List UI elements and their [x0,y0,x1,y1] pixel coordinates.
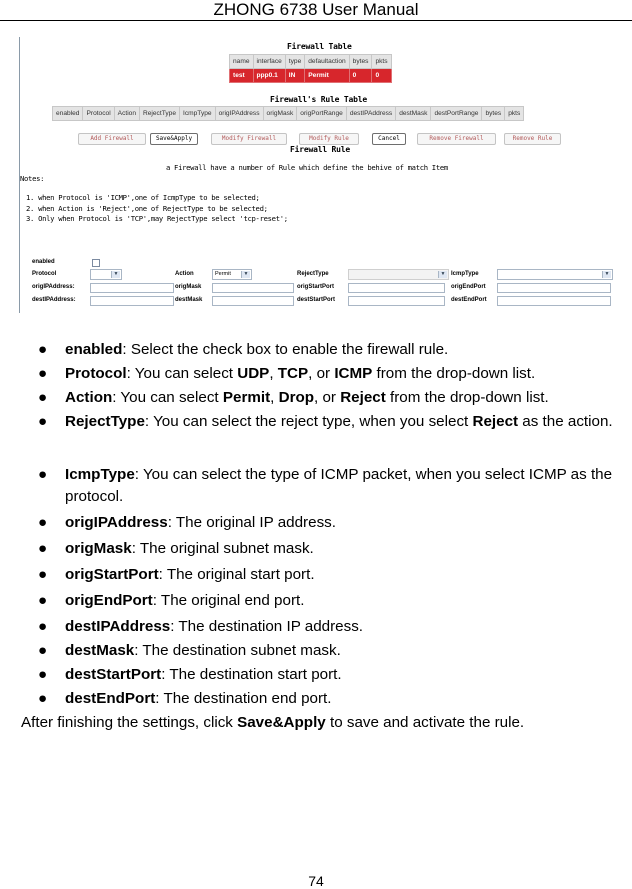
col-header: interface [253,55,285,69]
col-header: RejectType [140,107,180,121]
col-header: Action [114,107,139,121]
cell: ppp0.1 [253,69,285,83]
dest-end-port-label: destEndPort [451,297,487,303]
dest-end-port-input[interactable] [497,296,611,306]
dest-mask-label: destMask [175,297,203,303]
col-header: pkts [372,55,391,69]
chevron-down-icon: ▼ [241,271,250,278]
bullet-icon: ● [38,618,48,635]
bullet-icon: ● [38,341,48,358]
list-item: destEndPort: The destination end port. [65,690,332,707]
modify-rule-button[interactable]: Modify Rule [299,133,359,145]
bullet-icon: ● [38,514,48,531]
action-label: Action [175,271,194,277]
firewall-table-title: Firewall Table [287,42,352,51]
dest-ip-input[interactable] [90,296,174,306]
col-header: bytes [482,107,505,121]
col-header: destPortRange [431,107,482,121]
bullet-icon: ● [38,666,48,683]
enabled-label: enabled [32,259,55,265]
orig-ip-input[interactable] [90,283,174,293]
cell: test [230,69,254,83]
col-header: bytes [349,55,372,69]
protocol-label: Protocol [32,271,57,277]
firewall-table [229,54,392,83]
col-header: enabled [53,107,83,121]
orig-end-port-label: origEndPort [451,284,486,290]
icmp-type-label: IcmpType [451,271,479,277]
dest-mask-input[interactable] [212,296,294,306]
bullet-icon: ● [38,540,48,557]
chevron-down-icon: ▼ [438,271,447,278]
save-apply-button[interactable]: Save&Apply [150,133,198,145]
chevron-down-icon: ▼ [602,271,611,278]
orig-start-port-label: origStartPort [297,284,335,290]
orig-ip-label: origIPAddress: [32,284,75,290]
enabled-checkbox[interactable] [92,259,100,267]
list-item: destMask: The destination subnet mask. [65,642,341,659]
list-item: origIPAddress: The original IP address. [65,514,336,531]
cell: 0 [349,69,372,83]
reject-type-select[interactable] [348,269,449,280]
bullet-icon: ● [38,413,48,430]
bullet-icon: ● [38,592,48,609]
bullet-icon: ● [38,389,48,406]
firewall-rule-title: Firewall Rule [290,145,351,154]
cancel-button[interactable]: Cancel [372,133,406,145]
action-select-value: Permit [215,271,231,277]
cell: 0 [372,69,391,83]
page-number: 74 [308,873,324,889]
bullet-icon: ● [38,642,48,659]
rule-description: a Firewall have a number of Rule which define the behive of match Item [166,163,448,172]
col-header: destMask [396,107,431,121]
icmp-type-select[interactable] [497,269,613,280]
col-header: defaultaction [305,55,349,69]
bullet-icon: ● [38,466,48,483]
table-row-selected[interactable] [230,69,392,83]
notes-label: Notes: [20,174,45,183]
note-line: 2. when Action is 'Reject',one of RejectType to be selected; [26,204,268,213]
dest-ip-label: destIPAddress: [32,297,76,303]
col-header: origMask [263,107,297,121]
col-header: name [230,55,254,69]
cell: IN [285,69,304,83]
orig-mask-label: origMask [175,284,202,290]
list-item: Action: You can select Permit, Drop, or Reject from the drop-down list. [65,389,549,406]
rule-table [52,106,524,121]
orig-start-port-input[interactable] [348,283,445,293]
chevron-down-icon: ▼ [111,271,120,278]
list-item: origMask: The original subnet mask. [65,540,314,557]
list-item: enabled: Select the check box to enable the firewall rule. [65,341,449,358]
reject-type-label: RejectType [297,271,329,277]
col-header: Protocol [83,107,114,121]
action-select[interactable] [212,269,252,280]
list-item: IcmpType: You can select the type of ICMP packet, when you select ICMP as the protocol. [65,466,613,505]
rule-table-title: Firewall's Rule Table [270,95,367,104]
list-item: Protocol: You can select UDP, TCP, or ICMP from the drop-down list. [65,365,536,382]
col-header: pkts [505,107,524,121]
orig-end-port-input[interactable] [497,283,611,293]
list-item: destStartPort: The destination start port. [65,666,342,683]
list-item: origEndPort: The original end port. [65,592,305,609]
protocol-select[interactable] [90,269,122,280]
col-header: type [285,55,304,69]
bullet-icon: ● [38,690,48,707]
page-header-title: ZHONG 6738 User Manual [213,0,419,19]
dest-start-port-label: destStartPort [297,297,336,303]
list-item: RejectType: You can select the reject type, when you select Reject as the action. [65,413,613,430]
col-header: destIPAddress [346,107,395,121]
bullet-icon: ● [38,365,48,382]
list-item: destIPAddress: The destination IP address. [65,618,364,635]
add-firewall-button[interactable]: Add Firewall [78,133,146,145]
col-header: origIPAddress [215,107,263,121]
dest-start-port-input[interactable] [348,296,445,306]
note-line: 1. when Protocol is 'ICMP',one of IcmpType to be selected; [26,193,260,202]
remove-firewall-button[interactable]: Remove Firewall [417,133,496,145]
cell: Permit [305,69,349,83]
col-header: origPortRange [297,107,347,121]
remove-rule-button[interactable]: Remove Rule [504,133,561,145]
firewall-screenshot [19,37,617,313]
modify-firewall-button[interactable]: Modify Firewall [211,133,287,145]
list-item: origStartPort: The original start port. [65,566,315,583]
bullet-icon: ● [38,566,48,583]
orig-mask-input[interactable] [212,283,294,293]
col-header: IcmpType [180,107,216,121]
note-line: 3. Only when Protocol is 'TCP',may RejectType select 'tcp-reset'; [26,214,288,223]
header-rule [0,20,632,21]
closing-paragraph: After finishing the settings, click Save&Apply to save and activate the rule. [21,714,525,731]
